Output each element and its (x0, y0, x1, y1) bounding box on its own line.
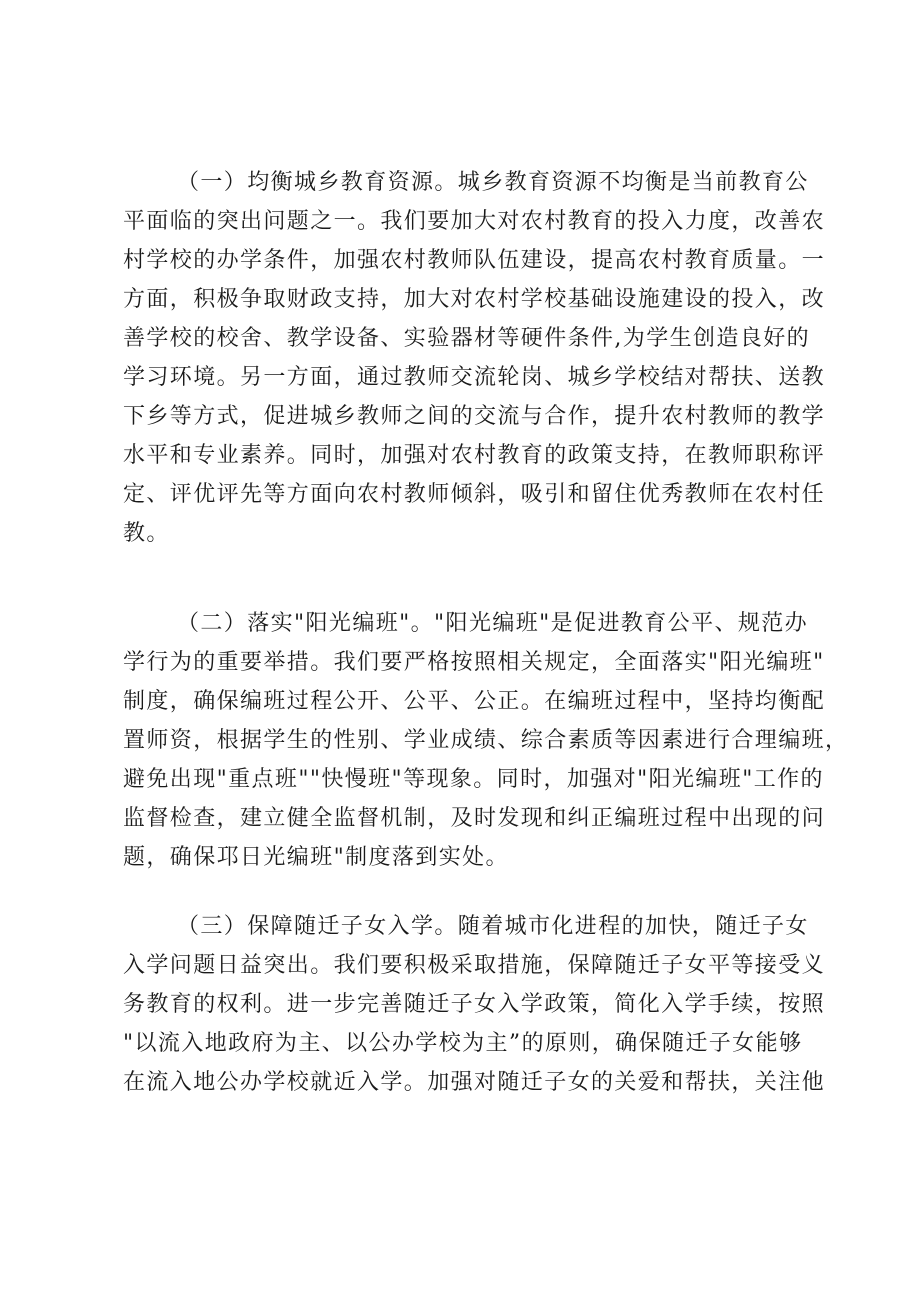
paragraph-line: "以流入地政府为主、以公办学校为主”的原则，确保随迁子女能够 (123, 1031, 803, 1056)
paragraph-line: 下乡等方式，促进城乡教师之间的交流与合作，提升农村教师的教学 (123, 404, 826, 429)
paragraph-line: 监督检查，建立健全监督机制，及时发现和纠正编班过程中出现的问 (123, 806, 826, 831)
paragraph-line: 平面临的突出问题之一。我们要加大对农村教育的投入力度，改善农 (123, 209, 826, 234)
paragraph-line: 务教育的权利。进一步完善随迁子女入学政策，简化入学手续，按照 (123, 992, 826, 1017)
paragraph-line: 题，确保邛日光编班"制度落到实处。 (123, 845, 509, 870)
paragraph-line: 水平和专业素养。同时，加强对农村教育的政策支持，在教师职称评 (123, 443, 826, 468)
paragraph-line: 村学校的办学条件，加强农村教师队伍建设，提高农村教育质量。一 (123, 248, 826, 273)
paragraph-line: 入学问题日益突出。我们要积极采取措施，保障随迁子女平等接受义 (123, 953, 826, 978)
paragraph-line: 制度，确保编班过程公开、公平、公正。在编班过程中，坚持均衡配 (123, 689, 826, 714)
paragraph-migrant-children-enrollment (123, 907, 828, 1102)
paragraph-line: 学习环境。另一方面，通过教师交流轮岗、城乡学校结对帮扶、送教 (123, 365, 826, 390)
paragraph-line: 学行为的重要举措。我们要严格按照相关规定，全面落实"阳光编班" (123, 650, 825, 675)
paragraph-line: 定、评优评先等方面向农村教师倾斜，吸引和留住优秀教师在农村任 (123, 482, 826, 507)
paragraph-line: 方面，积极争取财政支持，加大对农村学校基础设施建设的投入，改 (123, 287, 826, 312)
paragraph-line: 置师资，根据学生的性别、学业成绩、综合素质等因素进行合理编班， (123, 728, 849, 753)
paragraph-sunshine-class-assignment (123, 604, 849, 877)
paragraph-line: 教。 (123, 521, 170, 546)
paragraph-line: （三）保障随迁子女入学。随着城市化进程的加快，随迁子女 (177, 914, 809, 939)
paragraph-balance-urban-rural-resources (123, 163, 828, 553)
paragraph-line: （二）落实"阳光编班"。"阳光编班"是促进教育公平、规范办 (177, 611, 809, 636)
paragraph-line: 善学校的校舍、教学设备、实验器材等硬件条件,为学生创造良好的 (123, 326, 810, 351)
paragraph-line: 在流入地公办学校就近入学。加强对随迁子女的关爱和帮扶，关注他 (123, 1070, 826, 1095)
paragraph-line: 避免出现"重点班""快慢班"等现象。同时，加强对"阳光编班"工作的 (123, 767, 824, 792)
paragraph-line: （一）均衡城乡教育资源。城乡教育资源不均衡是当前教育公 (177, 170, 809, 195)
